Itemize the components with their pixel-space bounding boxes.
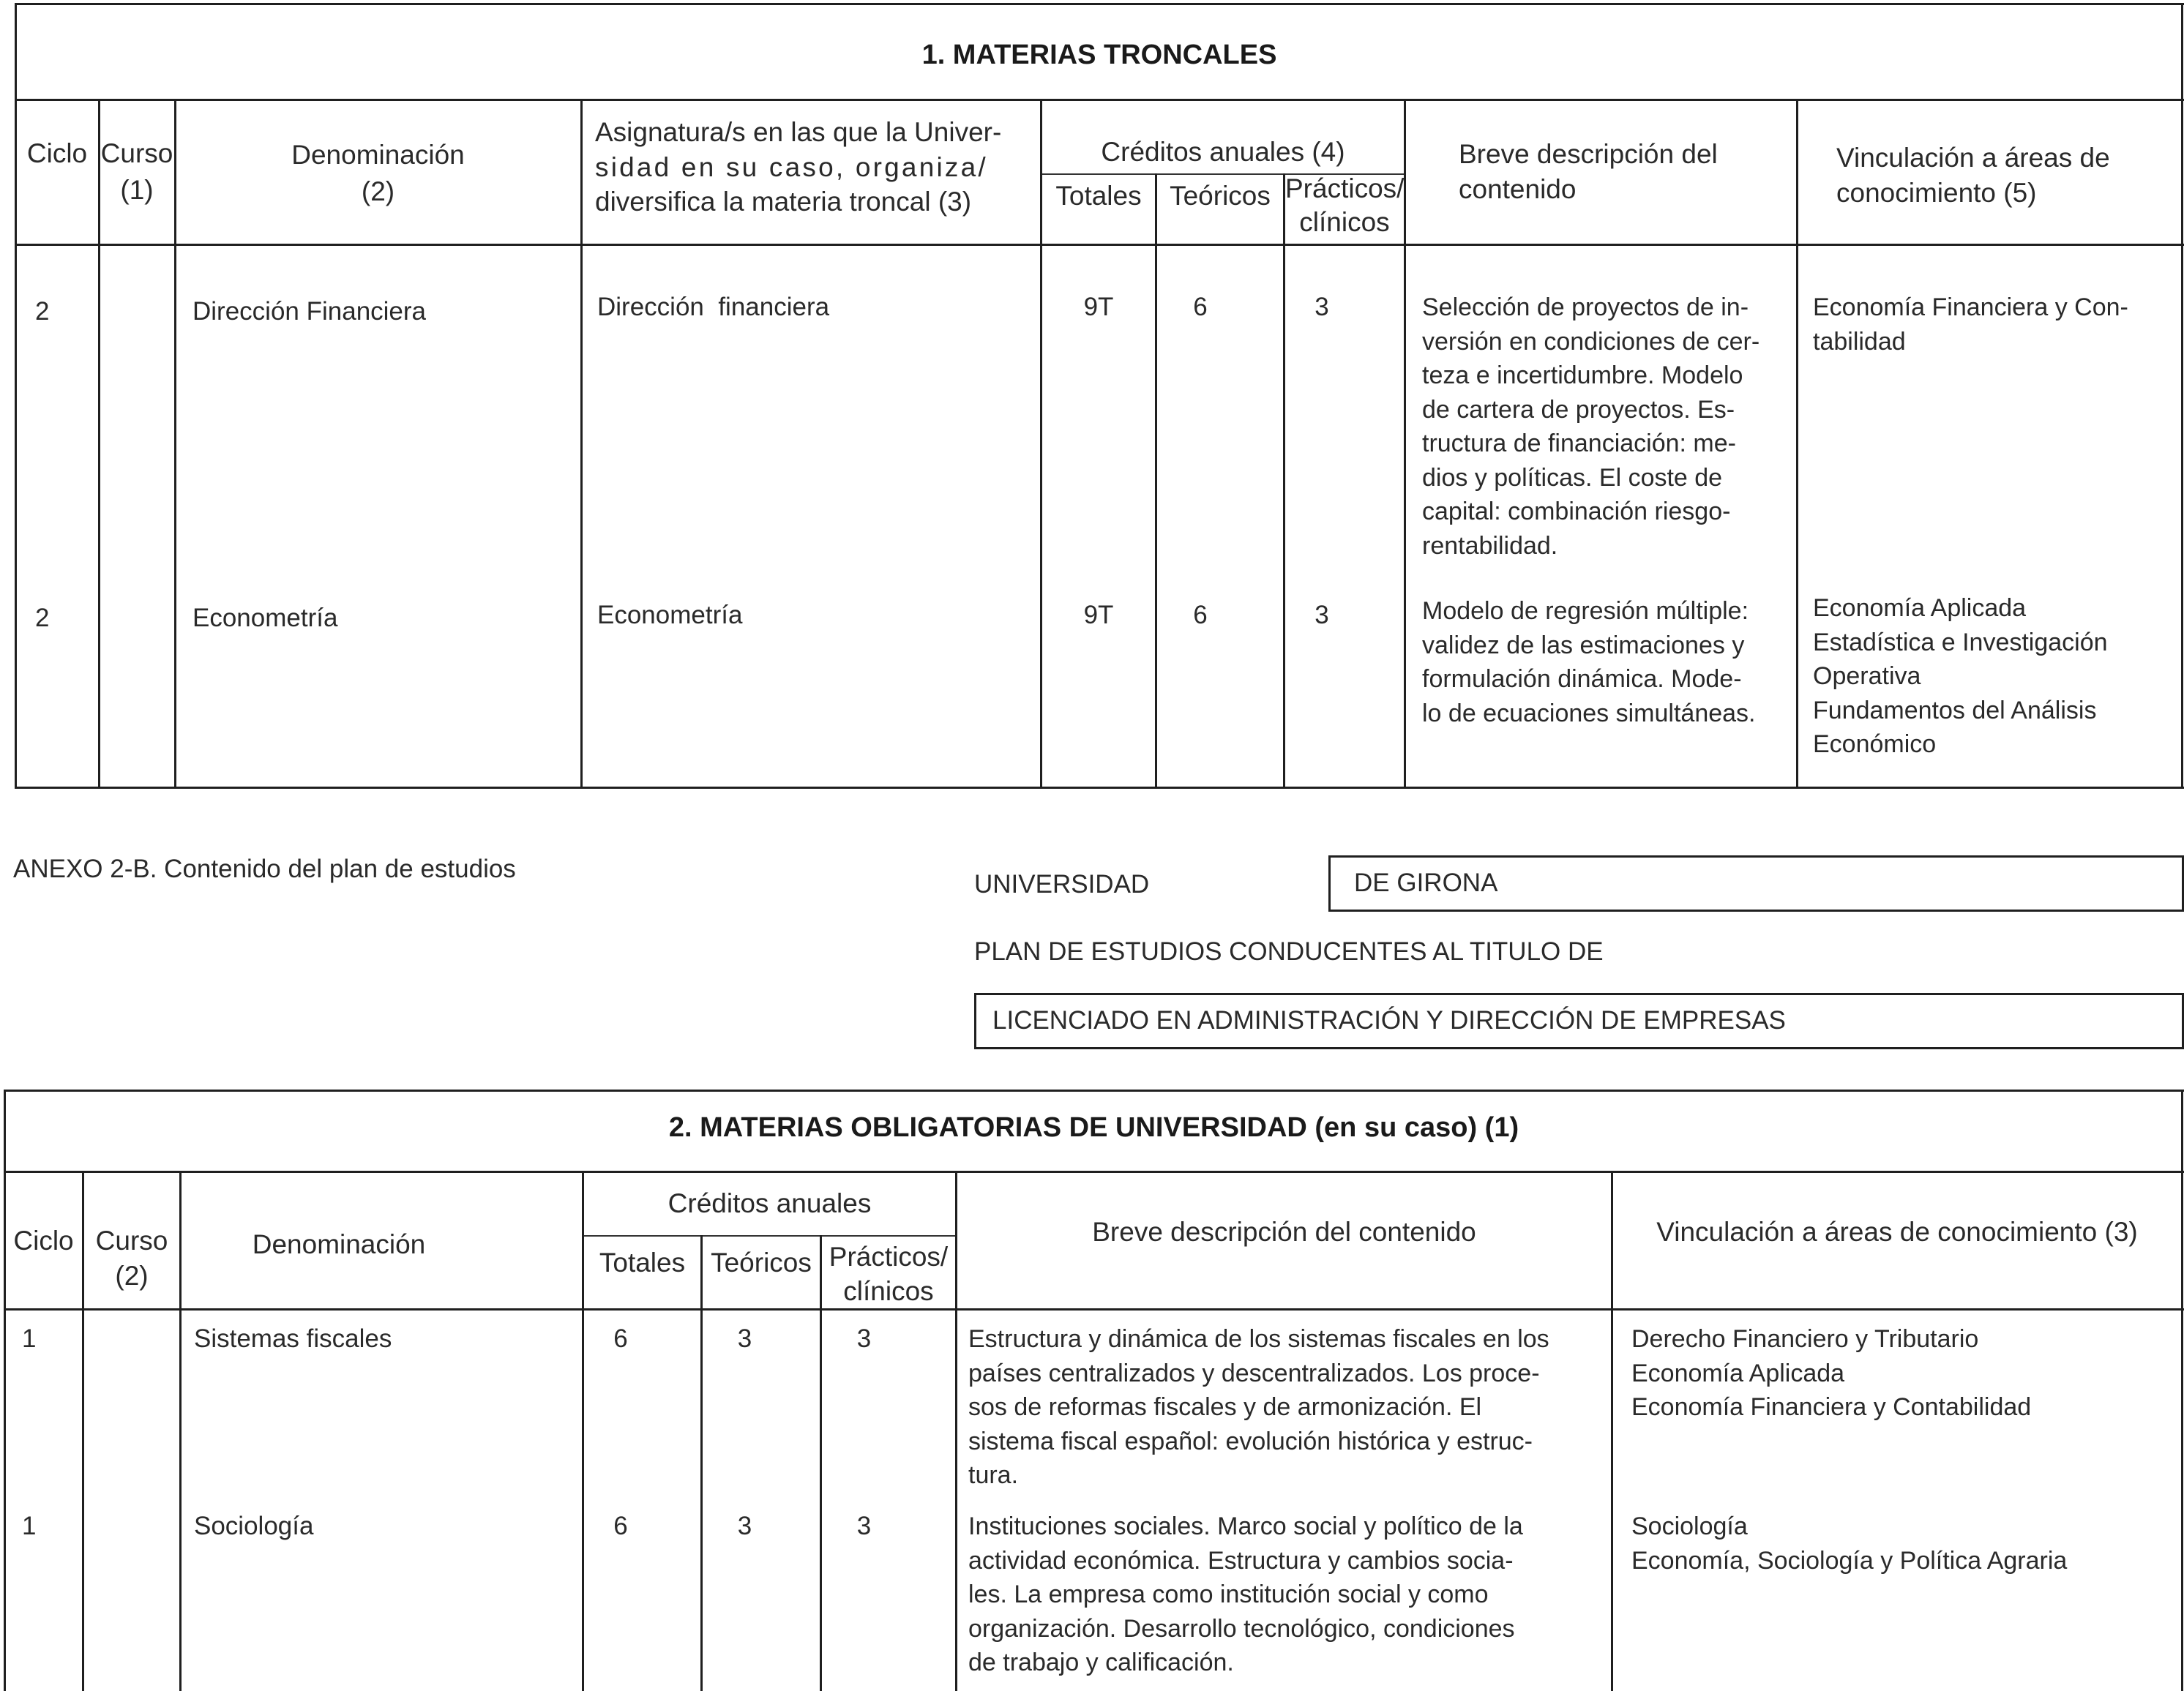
header-vinculacion: Vinculación a áreas de conocimiento (3) bbox=[1656, 1217, 2138, 1247]
cell-descripcion bbox=[1422, 594, 1781, 730]
text-line: Economía Aplicada bbox=[1631, 1359, 1845, 1387]
annex-description: Contenido del plan de estudios bbox=[157, 855, 516, 883]
text-line: tabilidad bbox=[1813, 327, 1906, 356]
cell-practicos: 3 bbox=[1314, 601, 1329, 629]
text-line: de trabajo y calificación. bbox=[968, 1649, 1234, 1676]
header-practicos: clínicos bbox=[843, 1276, 934, 1306]
text-line: teza e incertidumbre. Modelo bbox=[1422, 361, 1743, 389]
text-line: Fundamentos del Análisis bbox=[1813, 696, 2097, 724]
text-line: tructura de financiación: me- bbox=[1422, 430, 1736, 457]
header-curso-note: (2) bbox=[115, 1261, 149, 1291]
header-totales: Totales bbox=[599, 1248, 686, 1278]
header-totales: Totales bbox=[1055, 181, 1142, 211]
cell-totales: 9T bbox=[1083, 601, 1114, 629]
text-line: capital: combinación riesgo- bbox=[1422, 498, 1731, 525]
header-asignatura: sidad en su caso, organiza/ bbox=[595, 152, 988, 182]
text-line: Selección de proyectos de in- bbox=[1422, 293, 1749, 321]
cell-asignatura: Dirección financiera bbox=[597, 293, 830, 321]
header-practicos: clínicos bbox=[1299, 207, 1390, 237]
text-line: Economía Aplicada bbox=[1813, 594, 2027, 622]
text-line: Derecho Financiero y Tributario bbox=[1631, 1325, 1979, 1353]
cell-vinculacion bbox=[1631, 1510, 2173, 1578]
header-creditos: Créditos anuales (4) bbox=[1101, 137, 1345, 167]
cell-practicos: 3 bbox=[856, 1512, 872, 1540]
cell-vinculacion bbox=[1813, 591, 2172, 762]
text-line: Económico bbox=[1813, 730, 1937, 758]
text-line: Economía Financiera y Contabilidad bbox=[1631, 1393, 2032, 1421]
text-line: Economía Financiera y Con- bbox=[1813, 293, 2128, 321]
text-line: Instituciones sociales. Marco social y político de la bbox=[968, 1512, 1523, 1540]
header-denominacion: Denominación bbox=[291, 140, 465, 170]
cell-ciclo: 1 bbox=[22, 1512, 37, 1540]
text-line: tura. bbox=[968, 1461, 1019, 1489]
header-vinculacion: Vinculación a áreas de bbox=[1836, 143, 2110, 173]
text-line: rentabilidad. bbox=[1422, 531, 1558, 560]
text-line: sistema fiscal español: evolución histórica y estruc- bbox=[968, 1427, 1533, 1455]
cell-denominacion: Sistemas fiscales bbox=[194, 1324, 392, 1353]
header-asignatura: diversifica la materia troncal (3) bbox=[595, 187, 972, 217]
header-ciclo: Ciclo bbox=[13, 1226, 74, 1256]
cell-denominacion: Sociología bbox=[194, 1512, 314, 1540]
header-descripcion: Breve descripción del contenido bbox=[1092, 1217, 1476, 1247]
text-line: formulación dinámica. Mode- bbox=[1422, 665, 1742, 693]
header-ciclo: Ciclo bbox=[26, 138, 88, 168]
text-line: Estructura y dinámica de los sistemas fiscales en los bbox=[968, 1325, 1549, 1353]
cell-descripcion bbox=[968, 1510, 1599, 1680]
cell-vinculacion bbox=[1813, 290, 2172, 359]
header-denominacion-note: (2) bbox=[361, 176, 395, 206]
header-teoricos: Teóricos bbox=[711, 1248, 812, 1278]
table-title: 1. MATERIAS TRONCALES bbox=[921, 40, 1277, 70]
cell-ciclo: 2 bbox=[35, 297, 50, 326]
text-line: Economía, Sociología y Política Agraria bbox=[1631, 1546, 2068, 1575]
text-line: actividad económica. Estructura y cambios socia- bbox=[968, 1546, 1514, 1575]
text-line: países centralizados y descentralizados. Los proce- bbox=[968, 1359, 1540, 1387]
header-curso-note: (1) bbox=[120, 175, 154, 205]
header-practicos: Prácticos/ bbox=[829, 1242, 949, 1272]
cell-denominacion: Dirección Financiera bbox=[192, 297, 427, 326]
header-descripcion: contenido bbox=[1459, 174, 1577, 204]
cell-ciclo: 1 bbox=[22, 1324, 37, 1353]
universidad-box bbox=[1328, 855, 2184, 912]
titulo-box bbox=[974, 993, 2184, 1049]
cell-denominacion: Econometría bbox=[192, 604, 338, 632]
cell-totales: 6 bbox=[613, 1324, 628, 1353]
text-line: Sociología bbox=[1631, 1512, 1748, 1540]
cell-teoricos: 3 bbox=[737, 1324, 752, 1353]
header-practicos: Prácticos/ bbox=[1285, 173, 1405, 203]
header-curso: Curso bbox=[95, 1226, 168, 1256]
text-line: de cartera de proyectos. Es- bbox=[1422, 395, 1735, 424]
titulo-value: LICENCIADO EN ADMINISTRACIÓN Y DIRECCIÓN DE EMPRESAS bbox=[992, 1006, 1786, 1035]
header-teoricos: Teóricos bbox=[1170, 181, 1271, 211]
table-title: 2. MATERIAS OBLIGATORIAS DE UNIVERSIDAD (en su caso) (1) bbox=[668, 1112, 1519, 1143]
cell-teoricos: 6 bbox=[1193, 601, 1208, 629]
text-line: dios y políticas. El coste de bbox=[1422, 463, 1723, 492]
header-vinculacion: conocimiento (5) bbox=[1836, 178, 2037, 208]
universidad-value: DE GIRONA bbox=[1354, 869, 1498, 897]
text-line: les. La empresa como institución social y como bbox=[968, 1581, 1489, 1608]
cell-vinculacion bbox=[1631, 1322, 2173, 1425]
text-line: Modelo de regresión múltiple: bbox=[1422, 597, 1749, 625]
header-curso: Curso bbox=[100, 138, 173, 168]
cell-teoricos: 3 bbox=[737, 1512, 752, 1540]
header-denominacion: Denominación bbox=[252, 1229, 426, 1259]
cell-practicos: 3 bbox=[1314, 293, 1329, 321]
text-line: lo de ecuaciones simultáneas. bbox=[1422, 699, 1756, 727]
header-creditos: Créditos anuales bbox=[667, 1188, 872, 1218]
text-line: versión en condiciones de cer- bbox=[1422, 327, 1760, 356]
cell-ciclo: 2 bbox=[35, 604, 50, 632]
cell-totales: 9T bbox=[1083, 293, 1114, 321]
universidad-label: UNIVERSIDAD bbox=[974, 870, 1150, 899]
cell-descripcion bbox=[968, 1322, 1599, 1493]
cell-asignatura: Econometría bbox=[597, 601, 743, 629]
cell-descripcion bbox=[1422, 290, 1781, 563]
cell-teoricos: 6 bbox=[1193, 293, 1208, 321]
header-descripcion: Breve descripción del bbox=[1459, 139, 1718, 169]
text-line: sos de reformas fiscales y de armonización. El bbox=[968, 1393, 1482, 1421]
text-line: Operativa bbox=[1813, 662, 1921, 690]
text-line: Estadística e Investigación bbox=[1813, 628, 2108, 656]
annex-number: ANEXO 2-B. bbox=[13, 855, 157, 883]
annex-label bbox=[13, 852, 516, 886]
cell-totales: 6 bbox=[613, 1512, 628, 1540]
plan-label: PLAN DE ESTUDIOS CONDUCENTES AL TITULO DE bbox=[974, 937, 1604, 966]
cell-practicos: 3 bbox=[856, 1324, 872, 1353]
header-asignatura: Asignatura/s en las que la Univer- bbox=[595, 117, 1002, 147]
text-line: organización. Desarrollo tecnológico, condiciones bbox=[968, 1614, 1515, 1643]
text-line: validez de las estimaciones y bbox=[1422, 631, 1745, 659]
